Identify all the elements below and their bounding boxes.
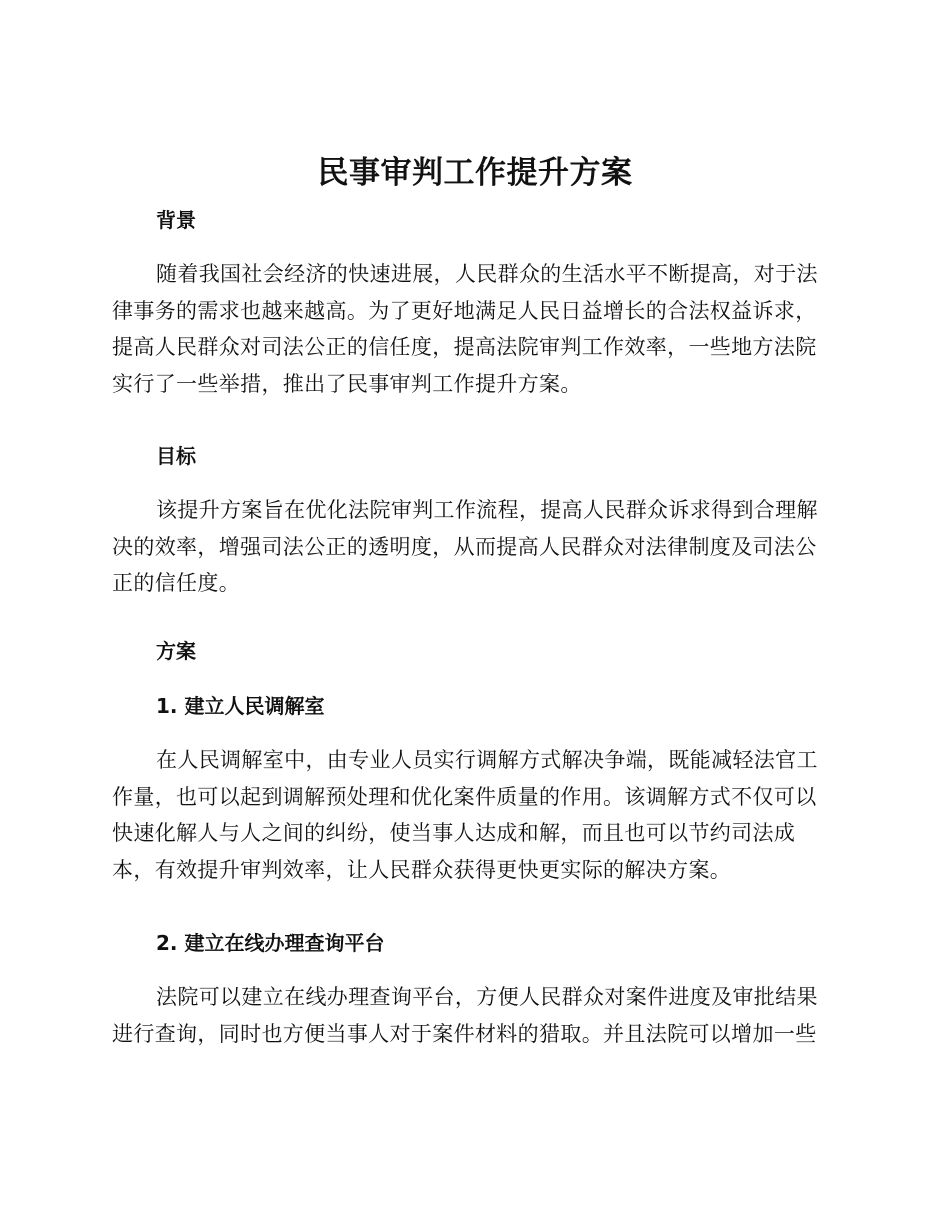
paragraph-line: 本，有效提升审判效率，让人民群众获得更快更实际的解决方案。 <box>112 857 732 882</box>
background-paragraph <box>112 256 838 402</box>
paragraph-line: 在人民调解室中，由专业人员实行调解方式解决争端，既能减轻法官工 <box>156 748 818 772</box>
section-heading-background: 背景 <box>156 208 196 232</box>
paragraph-line: 实行了一些举措，推出了民事审判工作提升方案。 <box>112 371 582 396</box>
subsection-heading-online-platform: 2. 建立在线办理查询平台 <box>156 931 385 955</box>
paragraph-line: 随着我国社会经济的快速进展，人民群众的生活水平不断提高，对于法 <box>156 262 818 286</box>
paragraph-line: 该提升方案旨在优化法院审判工作流程，提高人民群众诉求得到合理解 <box>156 498 818 522</box>
subsection-heading-mediation-room: 1. 建立人民调解室 <box>156 694 325 718</box>
paragraph-line: 正的信任度。 <box>112 571 241 595</box>
paragraph-line: 法院可以建立在线办理查询平台，方便人民群众对案件进度及审批结果 <box>156 985 818 1009</box>
paragraph-line: 进行查询，同时也方便当事人对于案件材料的猎取。并且法院可以增加一些 <box>112 1021 817 1046</box>
paragraph-line: 律事务的需求也越来越高。为了更好地满足人民日益增长的合法权益诉求， <box>112 298 817 323</box>
paragraph-line: 决的效率，增强司法公正的透明度，从而提高人民群众对法律制度及司法公 <box>112 534 817 559</box>
section-heading-goal: 目标 <box>156 444 196 468</box>
paragraph-line: 作量，也可以起到调解预处理和优化案件质量的作用。该调解方式不仅可以 <box>112 784 817 809</box>
paragraph-line: 提高人民群众对司法公正的信任度，提高法院审判工作效率，一些地方法院 <box>112 335 817 359</box>
goal-paragraph <box>112 492 838 602</box>
section-heading-plan: 方案 <box>156 639 196 663</box>
document-title: 民事审判工作提升方案 <box>317 155 633 191</box>
paragraph-line: 快速化解人与人之间的纠纷，使当事人达成和解，而且也可以节约司法成 <box>112 821 796 845</box>
online-platform-paragraph <box>112 979 838 1052</box>
mediation-room-paragraph <box>112 742 838 888</box>
